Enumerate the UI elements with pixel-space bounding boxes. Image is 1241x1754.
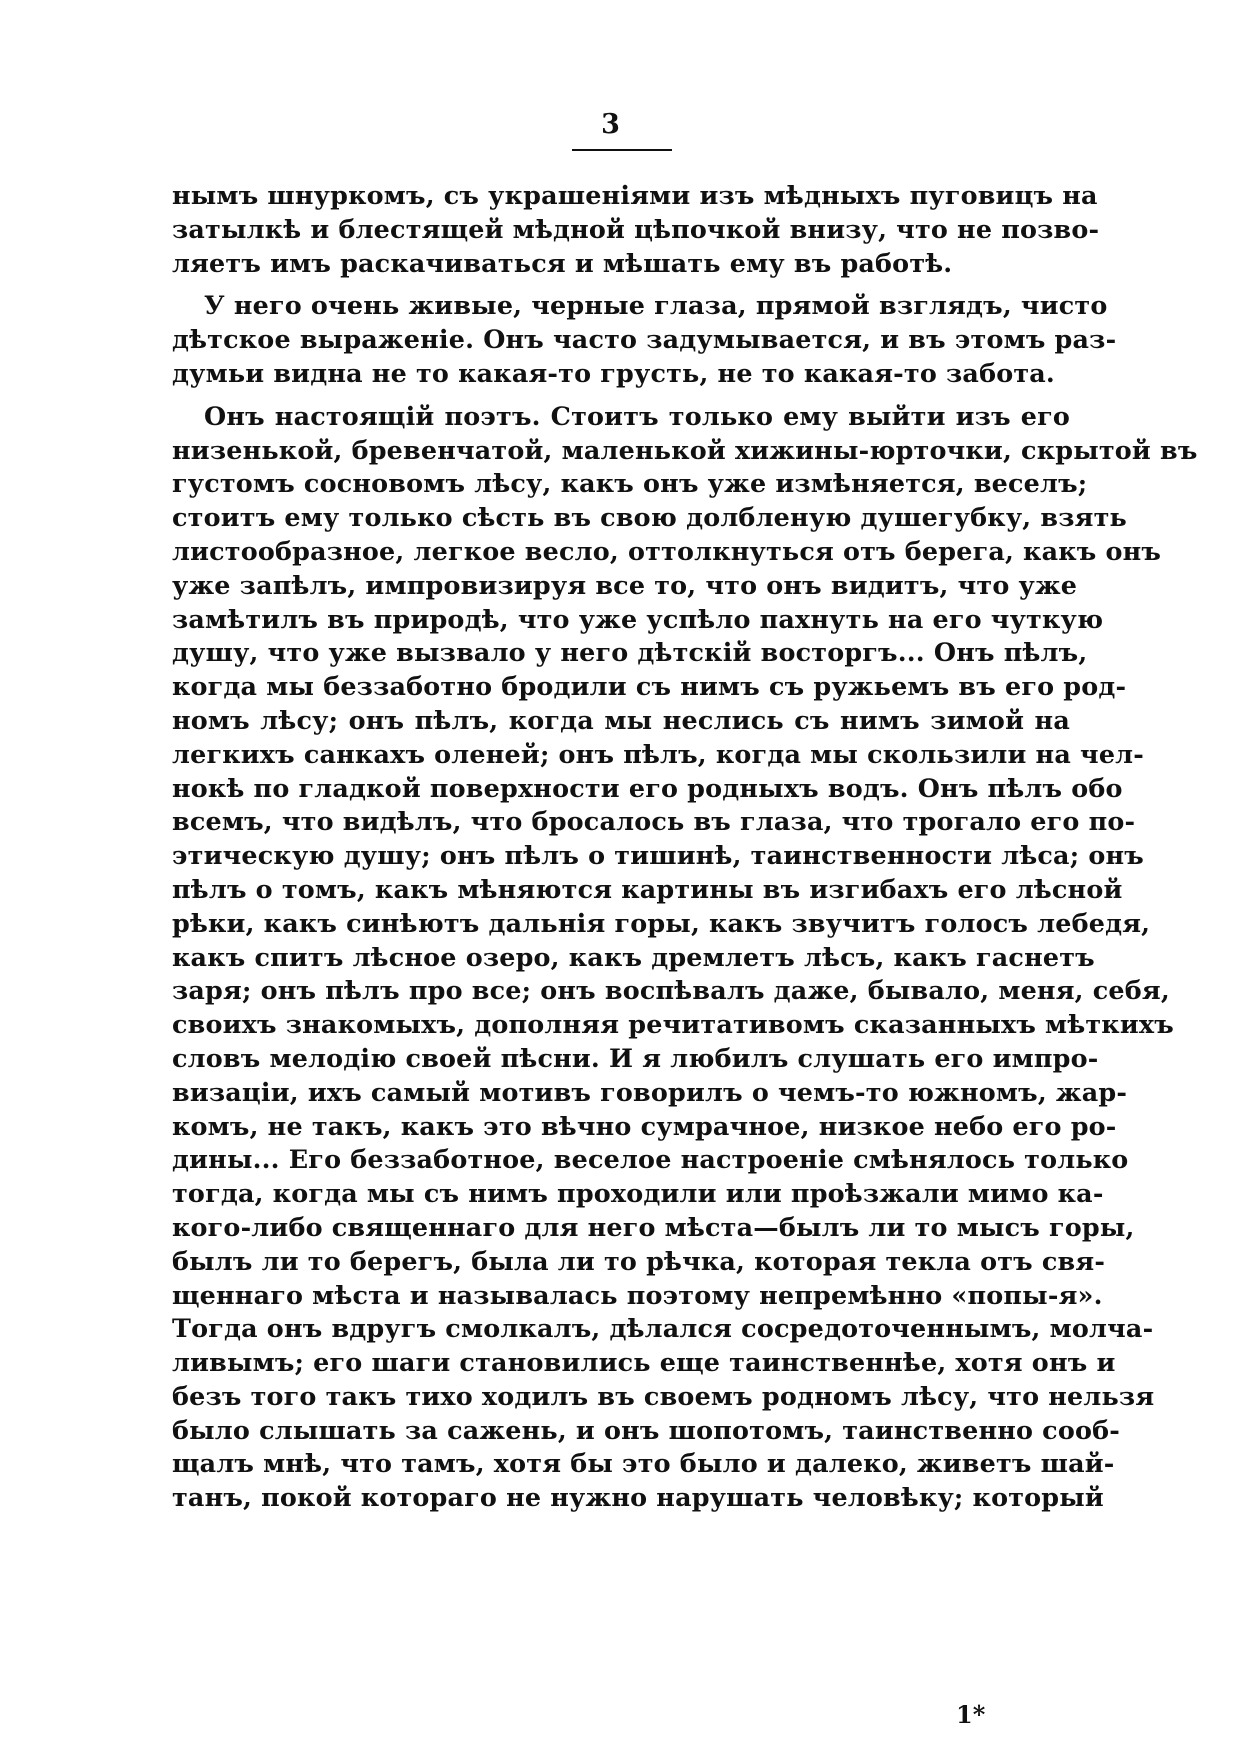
- text-line: Онъ настоящій поэтъ. Стоитъ только ему выйти изъ его: [204, 400, 1070, 431]
- text-line: щеннаго мѣста и называлась поэтому непремѣнно «попы-я».: [172, 1279, 1103, 1310]
- paragraph-3: [172, 400, 1198, 1515]
- text-line: было слышать за сажень, и онъ шопотомъ, таинственно сооб-: [172, 1414, 1120, 1445]
- text-line: какъ спитъ лѣсное озеро, какъ дремлетъ лѣсъ, какъ гаснетъ: [172, 941, 1095, 972]
- text-line: рѣки, какъ синѣютъ дальнія горы, какъ звучитъ голосъ лебедя,: [172, 907, 1151, 938]
- text-line: дины... Его беззаботное, веселое настроеніе смѣнялось только: [172, 1144, 1129, 1175]
- text-line: уже запѣлъ, импровизируя все то, что онъ видитъ, что уже: [172, 569, 1078, 600]
- text-line: ляетъ имъ раскачиваться и мѣшать ему въ работѣ.: [172, 247, 953, 278]
- text-line: былъ ли то берегъ, была ли то рѣчка, которая текла отъ свя-: [172, 1245, 1106, 1276]
- header-rule: [572, 149, 672, 151]
- text-line: Тогда онъ вдругъ смолкалъ, дѣлался сосредоточеннымъ, молча-: [172, 1313, 1154, 1344]
- text-line: легкихъ санкахъ оленей; онъ пѣлъ, когда мы скользили на чел-: [172, 738, 1145, 769]
- text-line: затылкѣ и блестящей мѣдной цѣпочкой внизу, что не позво-: [172, 213, 1100, 244]
- text-line: визаціи, ихъ самый мотивъ говорилъ о чемъ-то южномъ, жар-: [172, 1076, 1128, 1107]
- text-line: всемъ, что видѣлъ, что бросалось въ глаза, что трогало его по-: [172, 806, 1136, 837]
- text-line: дѣтское выраженіе. Онъ часто задумывается, и въ этомъ раз-: [172, 324, 1117, 355]
- text-line: словъ мелодію своей пѣсни. И я любилъ слушать его импро-: [172, 1042, 1099, 1073]
- text-line: заря; онъ пѣлъ про все; онъ воспѣвалъ даже, бывало, меня, себя,: [172, 975, 1170, 1006]
- text-line: замѣтилъ въ природѣ, что уже успѣло пахнуть на его чуткую: [172, 603, 1104, 634]
- body-text: [172, 179, 1198, 1515]
- text-line: нокѣ по гладкой поверхности его родныхъ водъ. Онъ пѣлъ обо: [172, 772, 1123, 803]
- text-line: кого-либо священнаго для него мѣста—былъ ли то мысъ горы,: [172, 1211, 1135, 1242]
- text-line: когда мы беззаботно бродили съ нимъ съ ружьемъ въ его род-: [172, 671, 1127, 702]
- text-line: своихъ знакомыхъ, дополняя речитативомъ сказанныхъ мѣткихъ: [172, 1009, 1174, 1040]
- text-line: низенькой, бревенчатой, маленькой хижины-юрточки, скрытой въ: [172, 434, 1198, 465]
- text-line: номъ лѣсу; онъ пѣлъ, когда мы неслись съ нимъ зимой на: [172, 704, 1070, 735]
- text-line: танъ, покой котораго не нужно нарушать человѣку; который: [172, 1482, 1104, 1513]
- printer-signature-mark: 1*: [956, 1700, 986, 1729]
- text-line: безъ того такъ тихо ходилъ въ своемъ родномъ лѣсу, что нельзя: [172, 1380, 1155, 1411]
- page-number: 3: [601, 109, 620, 140]
- text-line: душу, что уже вызвало у него дѣтскій восторгъ... Онъ пѣлъ,: [172, 637, 1088, 668]
- text-line: комъ, не такъ, какъ это вѣчно сумрачное, низкое небо его ро-: [172, 1110, 1117, 1141]
- text-line: думьи видна не то какая-то грусть, не то какая-то забота.: [172, 357, 1055, 388]
- text-line: ливымъ; его шаги становились еще таинственнѣе, хотя онъ и: [172, 1347, 1116, 1378]
- text-line: тогда, когда мы съ нимъ проходили или проѣзжали мимо ка-: [172, 1178, 1104, 1209]
- paragraph-1: [172, 179, 1100, 280]
- text-line: щалъ мнѣ, что тамъ, хотя бы это было и далеко, живетъ шай-: [172, 1448, 1115, 1479]
- text-line: листообразное, легкое весло, оттолкнуться отъ берега, какъ онъ: [172, 535, 1162, 566]
- text-line: этическую душу; онъ пѣлъ о тишинѣ, таинственности лѣса; онъ: [172, 840, 1144, 871]
- text-line: нымъ шнуркомъ, съ украшеніями изъ мѣдныхъ пуговицъ на: [172, 180, 1098, 210]
- text-line: густомъ сосновомъ лѣсу, какъ онъ уже измѣняется, веселъ;: [172, 468, 1088, 499]
- text-line: У него очень живые, черные глаза, прямой взглядъ, чисто: [204, 290, 1108, 321]
- paragraph-2: [172, 289, 1117, 390]
- text-line: пѣлъ о томъ, какъ мѣняются картины въ изгибахъ его лѣсной: [172, 873, 1123, 904]
- text-line: стоитъ ему только сѣсть въ свою долбленую душегубку, взять: [172, 502, 1127, 533]
